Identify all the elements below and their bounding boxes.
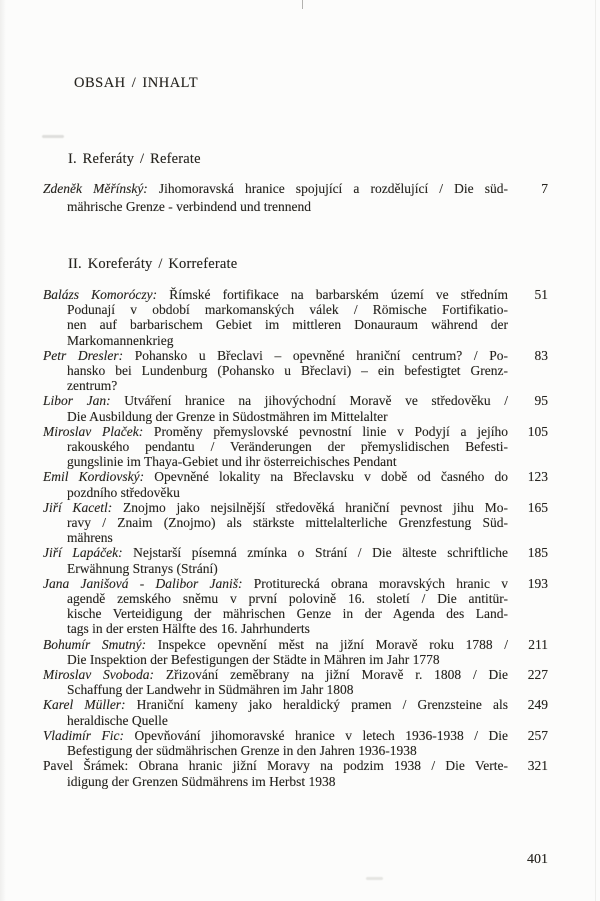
entry-title-text: Protiturecká obrana moravských hranic v bbox=[242, 575, 508, 591]
toc-entry bbox=[43, 469, 548, 499]
entry-title-line bbox=[43, 180, 508, 198]
scan-smudge bbox=[42, 135, 64, 138]
toc-entry bbox=[43, 180, 548, 215]
entry-title-text: Obrana hranic jižní Moravy na podzim 1938 / Die Verte- bbox=[128, 758, 508, 774]
entry-title-text: Opevněné lokality na Břeclavsku v době od časného do bbox=[144, 469, 508, 485]
entry-author: Miroslav Svoboda: bbox=[43, 667, 155, 683]
entry-continuation-line: agendě zemského sněmu v první polovině 16. století / Die antitür- bbox=[67, 591, 508, 607]
entry-text bbox=[43, 697, 508, 727]
entry-title-line bbox=[43, 637, 508, 652]
entry-continuation-line: nen auf barbarischem Gebiet im mittleren Donauraum während der bbox=[67, 317, 508, 333]
toc-entry bbox=[43, 287, 548, 348]
toc-entries-referaty bbox=[43, 180, 548, 215]
toc-entries-koreferaty bbox=[43, 287, 548, 789]
entry-title-text: Inspekce opevnění měst na jižní Moravě roku 1788 / bbox=[146, 636, 508, 652]
entry-title-text: Nejstarší písemná zmínka o Strání / Die älteste schriftliche bbox=[122, 545, 508, 561]
scan-edge-shadow-left bbox=[0, 0, 6, 901]
entry-author: Miroslav Plaček: bbox=[43, 423, 144, 439]
entry-title-text: Pohansko u Břeclavi – opevněné hraniční centrum? / Po- bbox=[123, 347, 508, 363]
entry-title-line bbox=[43, 697, 508, 712]
entry-title-text: Proměny přemyslovské pevnostní linie v Podyjí a jejího bbox=[143, 423, 508, 439]
entry-page-number: 249 bbox=[527, 697, 548, 713]
toc-entry bbox=[43, 637, 548, 667]
toc-entry bbox=[43, 424, 548, 470]
entry-title-text: Opevňování jihomoravské hranice v letech 1936-1938 / Die bbox=[124, 727, 508, 743]
entry-title-text: Římské fortifikace na barbarském území ve středním bbox=[157, 287, 508, 302]
entry-continuation-line: Erwähnung Stranys (Strání) bbox=[67, 560, 218, 576]
entry-author: Pavel Šrámek: bbox=[43, 758, 129, 774]
scan-edge-shadow-right bbox=[595, 0, 596, 901]
entry-text bbox=[43, 637, 508, 667]
entry-title-text: Hraniční kameny jako heraldický pramen / Grenzsteine als bbox=[125, 697, 508, 713]
toc-entry bbox=[43, 576, 548, 637]
entry-page-number: 193 bbox=[527, 575, 548, 591]
entry-page-number: 165 bbox=[527, 499, 548, 515]
entry-page-number: 51 bbox=[534, 287, 548, 302]
entry-text bbox=[43, 180, 508, 215]
entry-text bbox=[43, 393, 508, 423]
entry-page-number: 227 bbox=[527, 667, 548, 683]
toc-entry bbox=[43, 500, 548, 546]
entry-text bbox=[43, 758, 508, 788]
entry-continuation-line: mährens bbox=[67, 530, 113, 546]
entry-text bbox=[43, 576, 508, 637]
entry-page-number: 211 bbox=[528, 636, 548, 652]
entry-continuation-line: Markomannenkrieg bbox=[67, 332, 174, 348]
section-heading-referaty: I. Referáty / Referate bbox=[68, 151, 201, 167]
entry-author: Balázs Komoróczy: bbox=[43, 287, 158, 302]
entry-text bbox=[43, 287, 508, 348]
entry-continuation-line: ravy / Znaim (Znojmo) als stärkste mittelalterliche Grenzfestung Süd- bbox=[67, 515, 508, 531]
entry-text bbox=[43, 500, 508, 546]
entry-continuation-line: zentrum? bbox=[67, 378, 118, 394]
toc-entry bbox=[43, 697, 548, 727]
entry-title-line bbox=[43, 667, 508, 682]
entry-continuation-line: mährische Grenze - verbindend und trennend bbox=[67, 198, 312, 214]
page-folio-number: 401 bbox=[527, 852, 548, 867]
entry-text bbox=[43, 667, 508, 697]
entry-author: Vladimír Fic: bbox=[43, 727, 124, 743]
entry-author: Emil Kordiovský: bbox=[43, 469, 145, 485]
entry-continuation-line: rakouského pendantu / Veränderungen der přemyslidischen Befesti- bbox=[67, 439, 508, 455]
entry-author: Petr Dresler: bbox=[43, 347, 124, 363]
scan-mark-top bbox=[302, 0, 303, 9]
entry-title-line bbox=[43, 545, 508, 560]
entry-page-number: 83 bbox=[534, 347, 548, 363]
entry-author: Jiří Lapáček: bbox=[43, 545, 123, 561]
entry-title-line bbox=[43, 728, 508, 743]
entry-page-number: 321 bbox=[527, 758, 548, 774]
entry-continuation-line: pozdního středověku bbox=[67, 484, 180, 500]
entry-continuation-line: Befestigung der südmährischen Grenze in den Jahren 1936-1938 bbox=[67, 743, 417, 759]
entry-page-number: 185 bbox=[527, 545, 548, 561]
entry-title-line bbox=[43, 758, 508, 773]
toc-entry bbox=[43, 348, 548, 394]
page-title: OBSAH / INHALT bbox=[74, 75, 199, 91]
entry-author: Zdeněk Měřínský: bbox=[43, 181, 148, 196]
entry-title-line bbox=[43, 424, 508, 439]
toc-entry bbox=[43, 667, 548, 697]
entry-continuation-line: idigung der Grenzen Südmährens im Herbst 1938 bbox=[67, 773, 336, 789]
toc-entry bbox=[43, 393, 548, 423]
entry-title-line bbox=[43, 348, 508, 363]
entry-continuation-line: tags in der ersten Hälfte des 16. Jahrhunderts bbox=[67, 621, 310, 637]
entry-continuation-line: kische Verteidigung der mährischen Genze in der Agenda des Land- bbox=[67, 606, 508, 622]
entry-continuation-line: Schaffung der Landwehr in Südmähren im Jahr 1808 bbox=[67, 682, 354, 698]
section-heading-koreferaty: II. Koreferáty / Korreferate bbox=[68, 256, 238, 272]
entry-title-text: Zřizování zeměbrany na jižní Moravě r. 1808 / Die bbox=[154, 667, 509, 683]
entry-continuation-line: Die Inspektion der Befestigungen der Städte in Mähren im Jahr 1778 bbox=[67, 651, 440, 667]
entry-author: Bohumír Smutný: bbox=[43, 636, 147, 652]
scan-smudge bbox=[366, 877, 383, 880]
toc-entry bbox=[43, 758, 548, 788]
entry-title-line bbox=[43, 469, 508, 484]
entry-title-text: Utváření hranice na jihovýchodní Moravě ve středověku / bbox=[110, 393, 508, 409]
entry-page-number: 7 bbox=[541, 181, 548, 196]
entry-title-text: Znojmo jako nejsilnější středověká hraniční pevnost jihu Mo- bbox=[112, 499, 508, 515]
entry-page-number: 95 bbox=[534, 393, 548, 409]
entry-page-number: 257 bbox=[527, 727, 548, 743]
toc-entry bbox=[43, 545, 548, 575]
entry-title-text: Jihomoravská hranice spojující a rozdělující / Die süd- bbox=[147, 181, 508, 196]
toc-entry bbox=[43, 728, 548, 758]
entry-continuation-line: heraldische Quelle bbox=[67, 712, 168, 728]
entry-title-line bbox=[43, 500, 508, 515]
entry-title-line bbox=[43, 287, 508, 302]
entry-author: Karel Müller: bbox=[43, 697, 126, 713]
entry-continuation-line: Die Ausbildung der Grenze in Südostmähren im Mittelalter bbox=[67, 408, 388, 424]
entry-continuation-line: Podunají v období markomanských válek / Römische Fortifikatio- bbox=[67, 302, 508, 318]
entry-page-number: 123 bbox=[527, 469, 548, 485]
entry-text bbox=[43, 728, 508, 758]
entry-author: Libor Jan: bbox=[43, 393, 111, 409]
entry-text bbox=[43, 424, 508, 470]
entry-author: Jiří Kacetl: bbox=[43, 499, 113, 515]
entry-text bbox=[43, 469, 508, 499]
entry-continuation-line: gungslinie im Thaya-Gebiet und ihr österreichisches Pendant bbox=[67, 454, 397, 470]
entry-text bbox=[43, 545, 508, 575]
entry-author: Jana Janišová - Dalibor Janiš: bbox=[43, 575, 243, 591]
entry-text bbox=[43, 348, 508, 394]
entry-page-number: 105 bbox=[527, 423, 548, 439]
entry-continuation-line: hansko bei Lundenburg (Pohansko u Břeclavi) – ein befestigtet Grenz- bbox=[67, 363, 508, 379]
entry-title-line bbox=[43, 393, 508, 408]
entry-title-line bbox=[43, 576, 508, 591]
